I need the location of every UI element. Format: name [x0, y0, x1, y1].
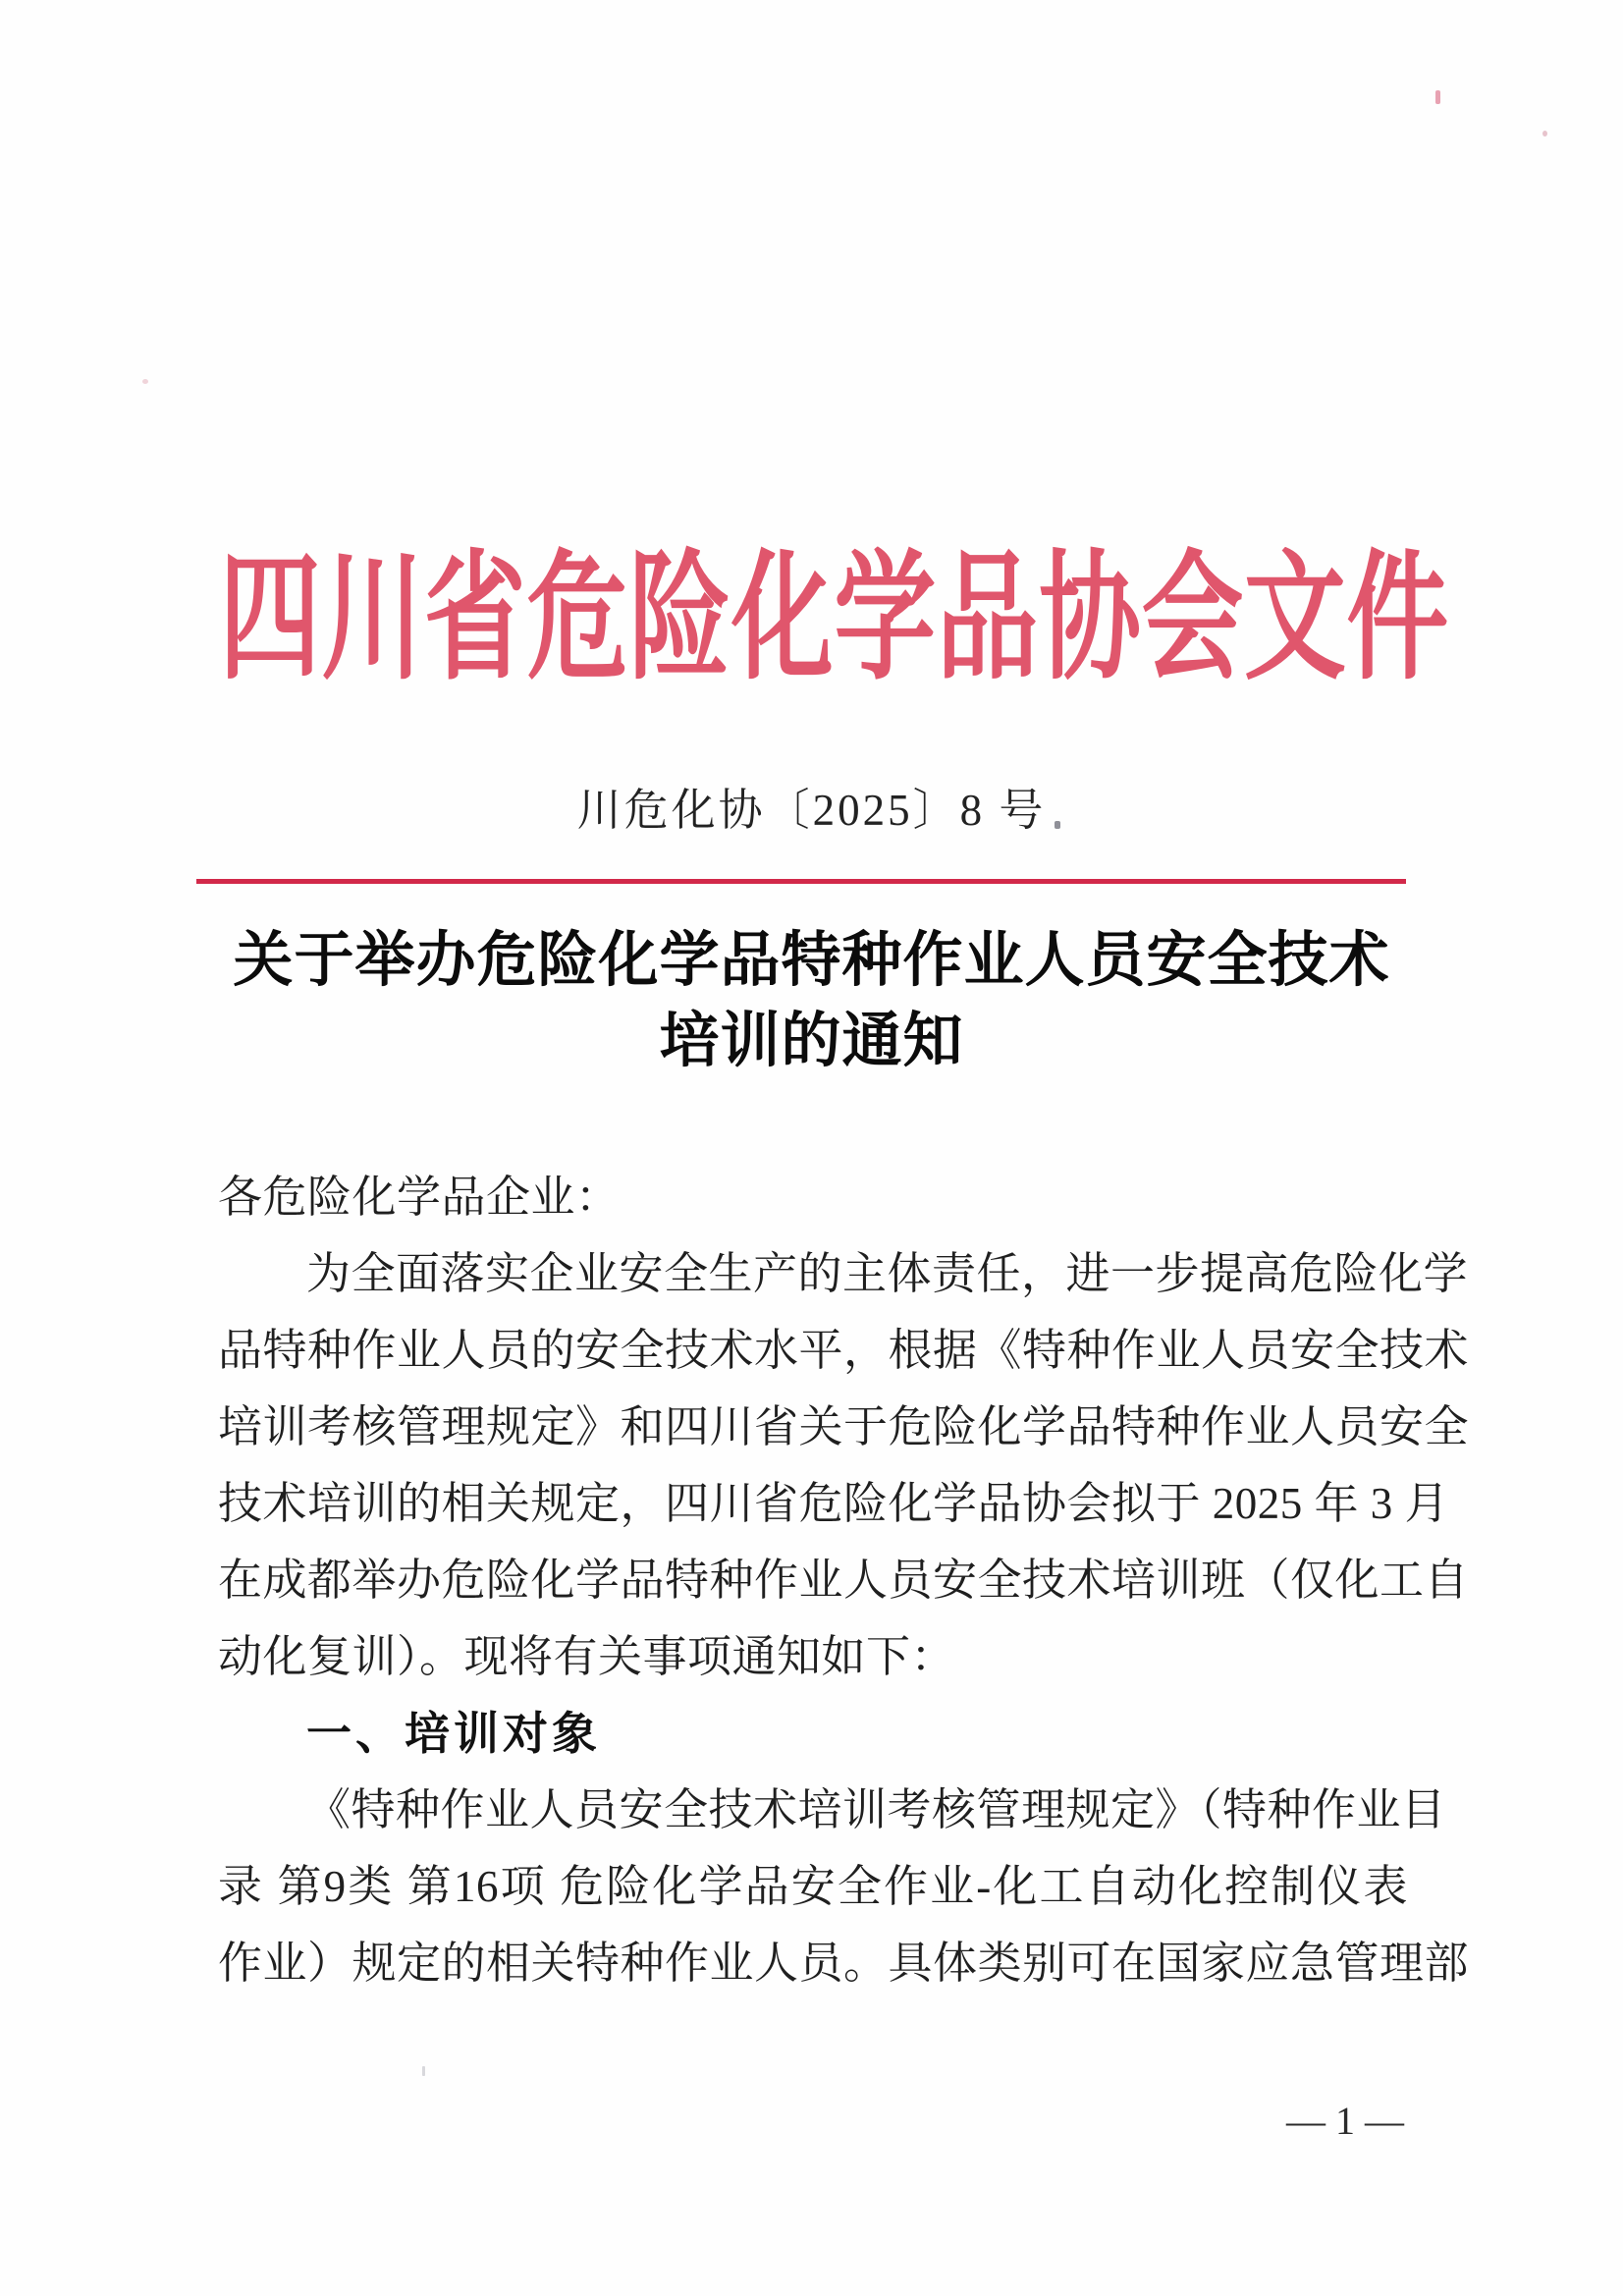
- letterhead-org-title: 四川省危险化学品协会文件: [219, 541, 1449, 696]
- letterhead-red-rule: [196, 879, 1406, 884]
- body-line: 录 第9类 第16项 危险化学品安全作业-化工自动化控制仪表: [218, 1862, 1408, 1911]
- scan-artifact: [1542, 131, 1547, 137]
- document-number: 川危化协〔2025〕8 号: [576, 786, 1047, 835]
- body-line: 在成都举办危险化学品特种作业人员安全技术培训班（仅化工自: [218, 1556, 1470, 1605]
- scan-artifact: [422, 2066, 425, 2076]
- body-line: 《特种作业人员安全技术培训考核管理规定》（特种作业目: [306, 1785, 1446, 1834]
- salutation-line: 各危险化学品企业：: [218, 1173, 621, 1222]
- body-line: 培训考核管理规定》和四川省关于危险化学品特种作业人员安全: [218, 1402, 1470, 1451]
- section-heading-training-targets: 一、培训对象: [306, 1708, 601, 1759]
- body-line: 技术培训的相关规定，四川省危险化学品协会拟于 2025 年 3 月: [218, 1479, 1450, 1528]
- page-number: — 1 —: [1286, 2099, 1404, 2143]
- subject-title: [0, 921, 1623, 1082]
- body-line: 品特种作业人员的安全技术水平，根据《特种作业人员安全技术: [218, 1326, 1470, 1375]
- scan-artifact: [1435, 90, 1440, 104]
- subject-title-line1: 关于举办危险化学品特种作业人员安全技术: [233, 928, 1390, 994]
- subject-title-line2: 培训的通知: [659, 1009, 964, 1074]
- body-line: 动化复训）。现将有关事项通知如下：: [218, 1632, 956, 1681]
- body-line: 作业）规定的相关特种作业人员。具体类别可在国家应急管理部: [218, 1939, 1470, 1988]
- scan-artifact: [142, 379, 148, 384]
- body-line: 为全面落实企业安全生产的主体责任，进一步提高危险化学: [306, 1249, 1469, 1298]
- body-text: [218, 1159, 1470, 2001]
